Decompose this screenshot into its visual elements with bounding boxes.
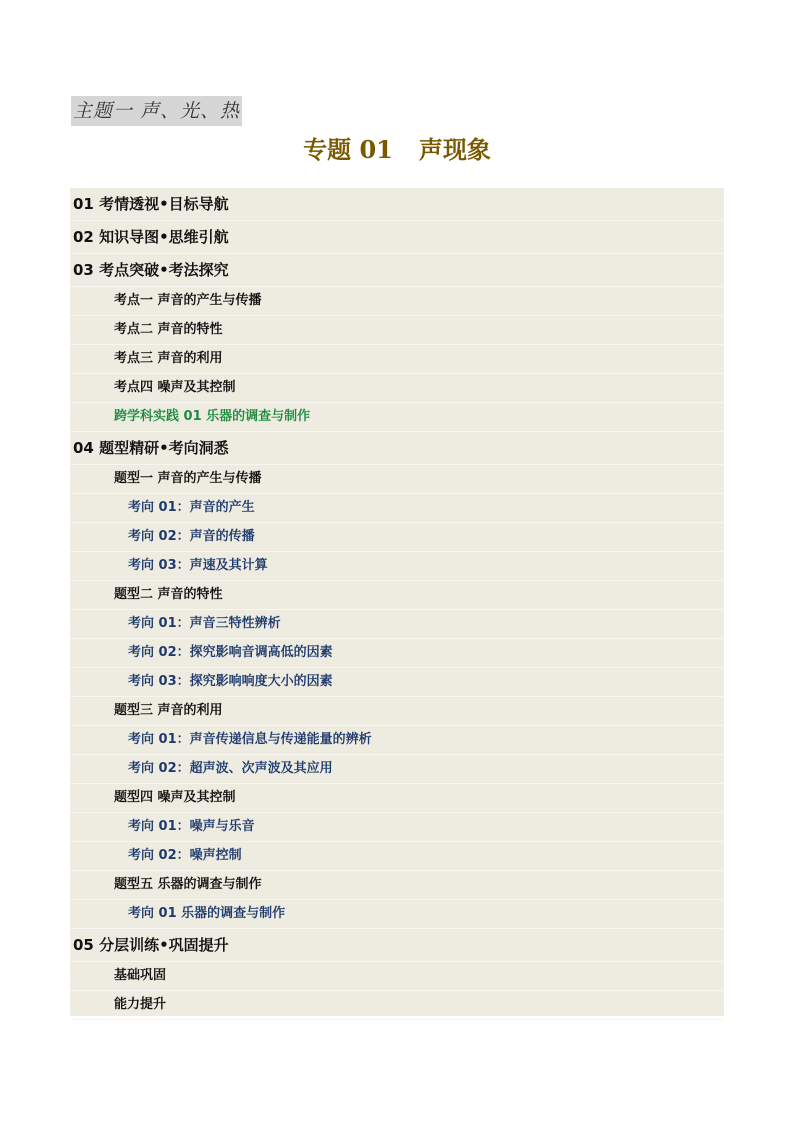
table-of-contents [70,188,724,1016]
title-number: 01 [359,135,393,164]
toc-topic[interactable]: 题型一 声音的产生与传播 [70,465,724,494]
toc-topic[interactable]: 考点一 声音的产生与传播 [70,287,724,316]
title-prefix: 专题 [303,135,352,164]
toc-topic[interactable]: 跨学科实践 01 乐器的调查与制作 [70,403,724,432]
toc-subtopic[interactable]: 考向 01：噪声与乐音 [70,813,724,842]
toc-topic[interactable]: 考点二 声音的特性 [70,316,724,345]
toc-topic[interactable]: 题型四 噪声及其控制 [70,784,724,813]
toc-topic[interactable]: 题型二 声音的特性 [70,581,724,610]
toc-subtopic[interactable]: 考向 03：探究影响响度大小的因素 [70,668,724,697]
toc-section[interactable]: 04 题型精研•考向洞悉 [70,432,724,465]
toc-topic[interactable]: 考点三 声音的利用 [70,345,724,374]
toc-subtopic[interactable]: 考向 03：声速及其计算 [70,552,724,581]
title-name: 声现象 [418,135,491,164]
toc-subtopic[interactable]: 考向 02：超声波、次声波及其应用 [70,755,724,784]
toc-subtopic[interactable]: 考向 02：噪声控制 [70,842,724,871]
toc-subtopic[interactable]: 考向 02：声音的传播 [70,523,724,552]
toc-subtopic[interactable]: 考向 01：声音三特性辨析 [70,610,724,639]
toc-subtopic[interactable]: 考向 01：声音的产生 [70,494,724,523]
toc-subtopic[interactable]: 考向 01 乐器的调查与制作 [70,900,724,929]
toc-topic[interactable]: 考点四 噪声及其控制 [70,374,724,403]
theme-tag: 主题一 声、光、热 [71,96,242,126]
toc-section[interactable]: 03 考点突破•考法探究 [70,254,724,287]
toc-topic[interactable]: 题型三 声音的利用 [70,697,724,726]
toc-subtopic[interactable]: 考向 02：探究影响音调高低的因素 [70,639,724,668]
toc-section[interactable]: 05 分层训练•巩固提升 [70,929,724,962]
toc-topic[interactable]: 题型五 乐器的调查与制作 [70,871,724,900]
toc-section[interactable]: 01 考情透视•目标导航 [70,188,724,221]
toc-section[interactable]: 02 知识导图•思维引航 [70,221,724,254]
page-title [0,133,794,167]
toc-topic[interactable]: 基础巩固 [70,962,724,991]
toc-topic[interactable]: 能力提升 [70,991,724,1020]
toc-subtopic[interactable]: 考向 01：声音传递信息与传递能量的辨析 [70,726,724,755]
